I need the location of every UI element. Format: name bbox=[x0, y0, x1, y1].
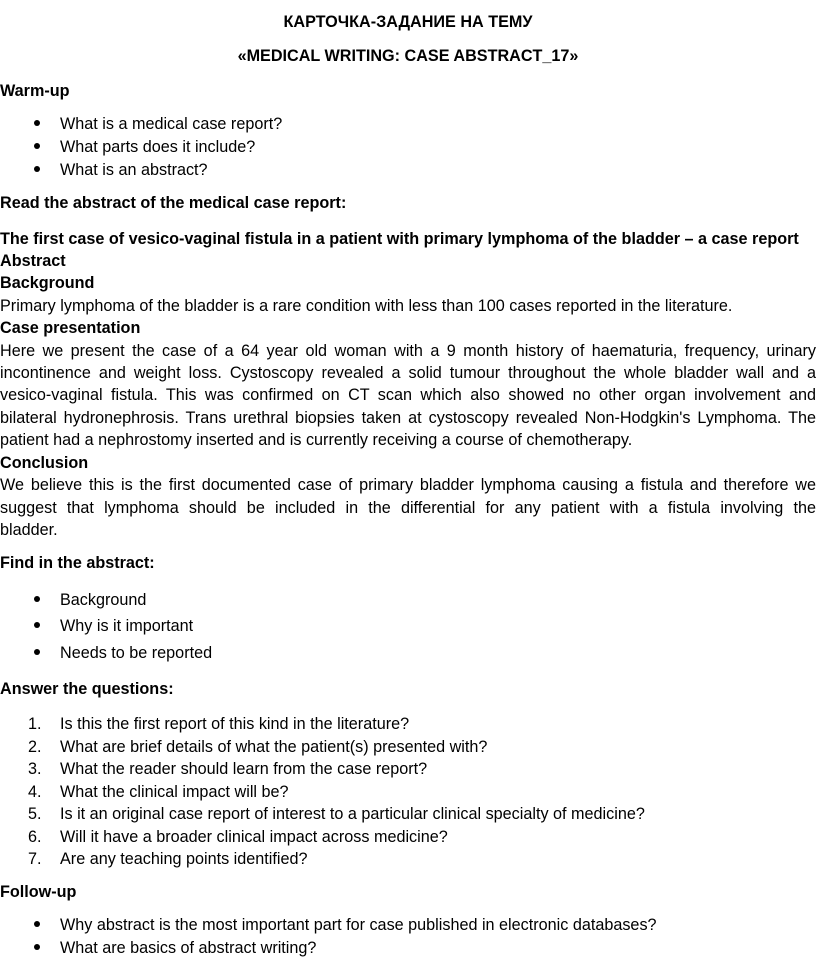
bullet-icon bbox=[34, 944, 40, 950]
conclusion-line: suggest that lymphoma should be included in the differential for any patient with a fistula involving the bbox=[0, 499, 816, 517]
bullet-icon bbox=[34, 921, 40, 927]
followup-heading: Follow-up bbox=[0, 883, 77, 901]
title-line-2: «MEDICAL WRITING: CASE ABSTRACT_17» bbox=[237, 47, 579, 65]
case-presentation-line: patient had a nephrostomy inserted and is currently receiving a course of chemotherapy. bbox=[0, 431, 633, 449]
bullet-icon bbox=[34, 166, 40, 172]
bullet-icon bbox=[34, 649, 40, 655]
conclusion-heading: Conclusion bbox=[0, 454, 89, 472]
bullet-icon bbox=[34, 143, 40, 149]
answer-heading: Answer the questions: bbox=[0, 680, 174, 698]
case-presentation-line: incontinence and weight loss. Cystoscopy revealed a solid tumour throughout the whole bladder wall and a bbox=[0, 364, 816, 382]
background-heading: Background bbox=[0, 274, 95, 292]
conclusion-line: We believe this is the first documented case of primary bladder lymphoma causing a fistula and therefore we bbox=[0, 476, 816, 494]
case-presentation-line: Here we present the case of a 64 year old woman with a 9 month history of haematuria, frequency, urinary bbox=[0, 342, 816, 360]
read-instruction: Read the abstract of the medical case report: bbox=[0, 194, 347, 212]
find-heading: Find in the abstract: bbox=[0, 554, 155, 572]
case-presentation-heading: Case presentation bbox=[0, 319, 141, 337]
document-page: КАРТОЧКА-ЗАДАНИЕ НА ТЕМУ «MEDICAL WRITING: CASE ABSTRACT_17» Warm-up What is a medical case report? What parts does it include? What is an abstract? Read the abstract of the medical case report: The first case of vesico-vaginal fistula in a patient with primary lymphoma of the bladder – a case report Abstract Background Primary lymphoma of the bladder is a rare condition with less than 100 cases reported in the literature. Case presentation Here we present the case of a 64 year old woman with a 9 month history of haematuria, frequency, urinary incontinence and weight loss. Cystoscopy revealed a solid tumour throughout the whole bladder wall and a vesico-vaginal fistula. This was confirmed on CT scan which also showed no other organ involvement and bilateral hydronephrosis. Trans urethral biopsies taken at cystoscopy revealed Non-Hodgkin's Lymphoma. The patient had a nephrostomy inserted and is currently receiving a course of chemotherapy. Conclusion We believe this is the first documented case of primary bladder lymphoma causing a fistula and therefore we suggest that lymphoma should be included in the differential for any patient with a fistula involving the bladder. Find in the abstract: Background Why is it important Needs to be reported Answer the questions: 1. Is this the first report of this kind in the literature? 2. What are brief details of what the patient(s) presented with? 3. What the reader should learn from the case report? 4. What the clinical impact will be? 5. Is it an original case report of interest to a particular clinical specialty of medicine? 6. Will it have a broader clinical impact across medicine? 7. Are any teaching points identified? Follow-up Why abstract is the most important part for case published in electronic databases? What are basics of abstract writing? bbox=[0, 13, 816, 957]
bullet-icon bbox=[34, 622, 40, 628]
report-title: The first case of vesico-vaginal fistula in a patient with primary lymphoma of the bladder – a case report bbox=[0, 230, 799, 248]
title-line-1: КАРТОЧКА-ЗАДАНИЕ НА ТЕМУ bbox=[283, 13, 533, 31]
background-text: Primary lymphoma of the bladder is a rare condition with less than 100 cases reported in the literature. bbox=[0, 297, 733, 315]
bullet-icon bbox=[34, 596, 40, 602]
conclusion-line: bladder. bbox=[0, 521, 58, 539]
case-presentation-line: bilateral hydronephrosis. Trans urethral biopsies taken at cystoscopy revealed Non-Hodgkin's Lymphoma. The bbox=[0, 409, 816, 427]
warmup-heading: Warm-up bbox=[0, 82, 70, 100]
bullet-icon bbox=[34, 120, 40, 126]
case-presentation-line: vesico-vaginal fistula. This was confirmed on CT scan which also showed no other organ involvement and bbox=[0, 386, 816, 404]
abstract-heading: Abstract bbox=[0, 252, 66, 270]
